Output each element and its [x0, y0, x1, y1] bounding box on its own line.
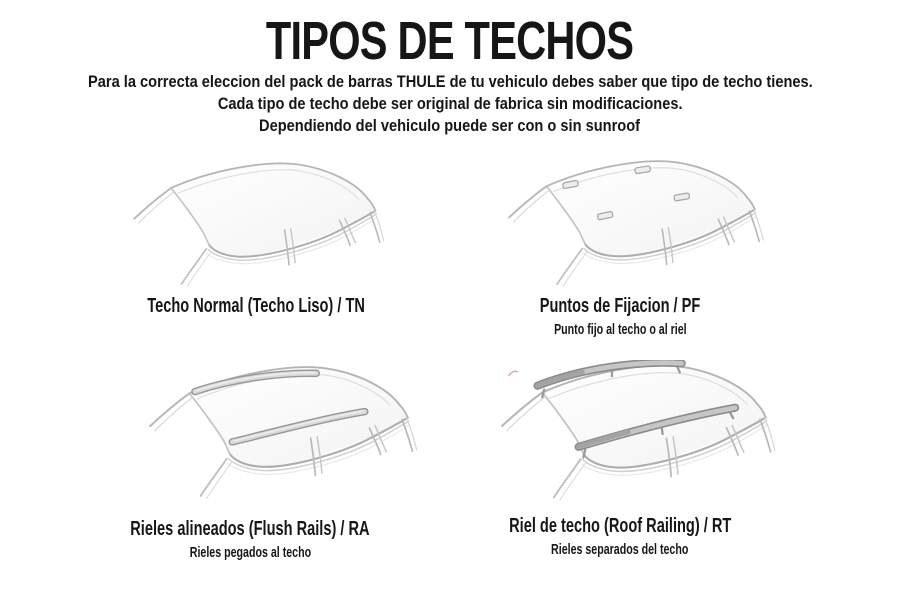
red-scan-artifact	[509, 371, 518, 375]
roof-illustration-tn	[123, 158, 385, 294]
roof-type-label-rt: Riel de techo (Roof Railing) / RT	[508, 515, 732, 537]
caption-pf	[420, 294, 820, 339]
roof-type-sublabel-rt: Rieles separados del techo	[551, 541, 689, 558]
roof-type-sublabel-pf: Punto fijo al techo o al riel	[553, 321, 687, 338]
page-title: TIPOS DE TECHOS	[266, 11, 634, 71]
roof-type-sublabel-ra: Rieles pegados al techo	[189, 544, 311, 561]
intro-line-1: Para la correcta eleccion del pack de barras THULE de tu vehiculo debes saber que tipo de techo tienes.	[87, 72, 813, 91]
roof-illustration-ra	[138, 360, 418, 508]
caption-tn	[56, 294, 456, 318]
header	[0, 12, 900, 70]
roof-type-label-pf: Puntos de Fijacion / PF	[539, 295, 701, 317]
intro-line-3: Dependiendo del vehiculo puede ser con o sin sunroof	[259, 116, 641, 135]
roof-illustration-pf	[497, 156, 765, 294]
intro-paragraph	[0, 71, 900, 137]
roof-type-label-tn: Techo Normal (Techo Liso) / TN	[147, 295, 365, 317]
caption-rt	[420, 514, 820, 559]
caption-ra	[50, 517, 450, 562]
intro-line-2: Cada tipo de techo debe ser original de fabrica sin modificaciones.	[217, 94, 683, 113]
roof-type-label-ra: Rieles alineados (Flush Rails) / RA	[130, 518, 370, 540]
roof-illustration-rt	[488, 360, 778, 508]
